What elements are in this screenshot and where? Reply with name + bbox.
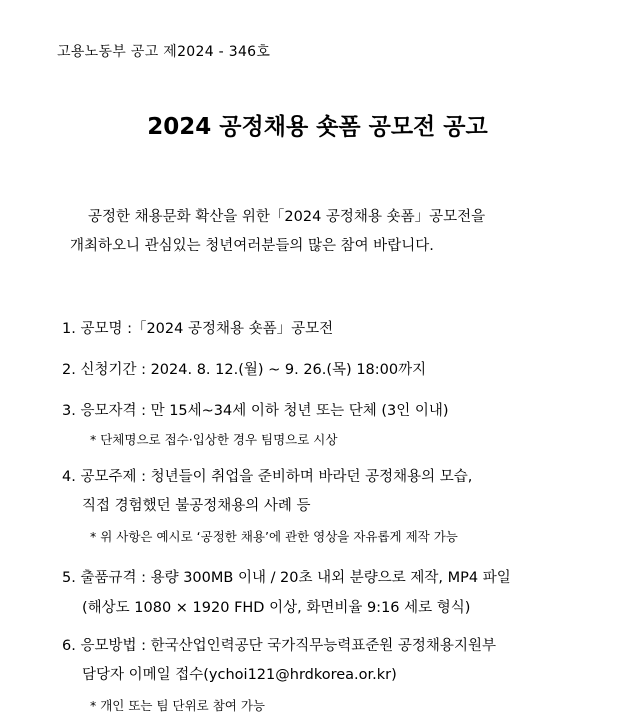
item-theme-line-2: 직접 경험했던 불공정채용의 사례 등 bbox=[82, 498, 311, 514]
item-contest-name: 1. 공모명 :「2024 공정채용 숏폼」공모전 bbox=[62, 321, 334, 337]
item-submission-spec: 5. 출품규격 : 용량 300MB 이내 / 20초 내외 분량으로 제작, MP4 파일 bbox=[62, 570, 511, 586]
item-eligibility: 3. 응모자격 : 만 15세~34세 이하 청년 또는 단체 (3인 이내) bbox=[62, 403, 449, 419]
page-title: 2024 공정채용 숏폼 공모전 공고 bbox=[147, 114, 488, 140]
item-application-method: 6. 응모방법 : 한국산업인력공단 국가직무능력표준원 공정채용지원부 bbox=[62, 638, 496, 654]
intro-paragraph bbox=[70, 203, 590, 261]
intro-line-2: 개최하오니 관심있는 청년여러분들의 많은 참여 바랍니다. bbox=[70, 238, 434, 254]
item-submission-spec-line-2: (해상도 1080 × 1920 FHD 이상, 화면비율 9:16 세로 형식) bbox=[82, 600, 471, 616]
item-theme-note: * 위 사항은 예시로 ‘공정한 채용’에 관한 영상을 자유롭게 제작 가능 bbox=[90, 529, 458, 544]
item-application-period: 2. 신청기간 : 2024. 8. 12.(월) ~ 9. 26.(목) 18:00까지 bbox=[62, 362, 427, 378]
item-application-method-note: * 개인 또는 팀 단위로 참여 가능 bbox=[90, 698, 265, 713]
item-theme: 4. 공모주제 : 청년들이 취업을 준비하며 바라던 공정채용의 모습, bbox=[62, 469, 473, 485]
intro-line-1: 공정한 채용문화 확산을 위한「2024 공정채용 숏폼」공모전을 bbox=[88, 209, 486, 225]
item-application-method-line-2: 담당자 이메일 접수(ychoi121@hrdkorea.or.kr) bbox=[82, 667, 397, 683]
notice-number: 고용노동부 공고 제2024 - 346호 bbox=[57, 44, 271, 60]
item-eligibility-note: * 단체명으로 접수·입상한 경우 팀명으로 시상 bbox=[90, 432, 338, 447]
